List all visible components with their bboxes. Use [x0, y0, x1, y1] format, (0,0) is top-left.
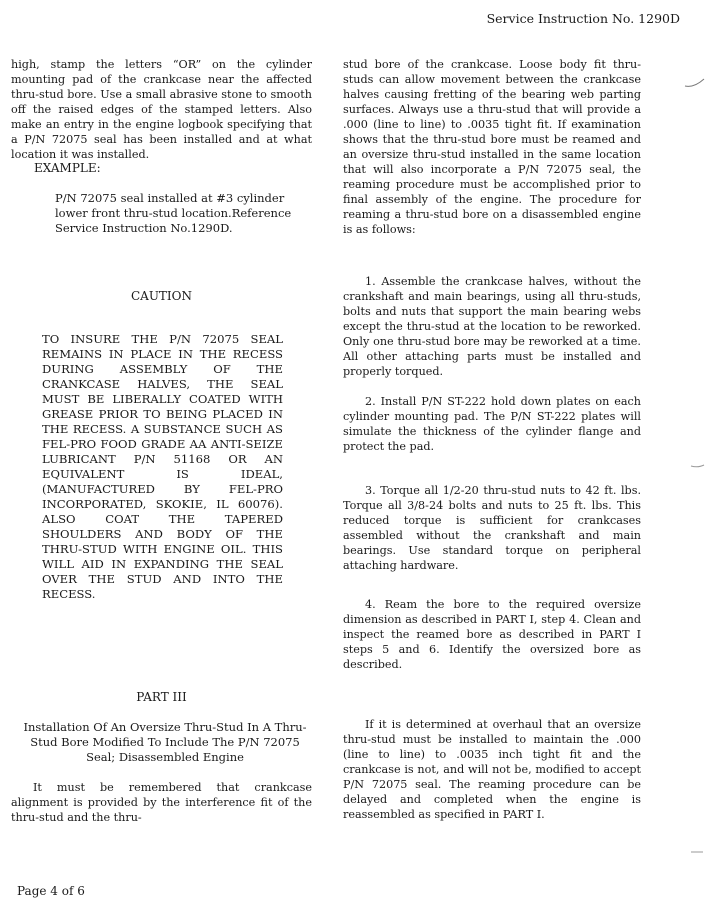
page-number: Page 4 of 6: [17, 884, 85, 898]
step-4-paragraph: 4. Ream the bore to the required oversize dimension as described in PART I, step 4. Clean and inspect the reamed bore as described in PART I steps 5 and 6. Identify the oversized bore as described.: [343, 598, 641, 671]
service-instruction-header: Service Instruction No. 1290D: [486, 11, 680, 26]
margin-scan-mark: [684, 76, 706, 90]
margin-scan-mark: [690, 848, 706, 856]
example-heading: EXAMPLE:: [34, 161, 101, 175]
part-iii-subheading: Installation Of An Oversize Thru-Stud In A Thru-Stud Bore Modified To Include The P/N 72075 Seal; Disassembled Engine: [23, 720, 307, 764]
step-3-paragraph: 3. Torque all 1/2-20 thru-stud nuts to 42 ft. lbs. Torque all 3/8-24 bolts and nuts to 25 ft. lbs. This reduced torque is sufficient for crankcases assembled without the crankshaft and main bearings. Use standard torque on peripheral attaching hardware.: [343, 484, 641, 572]
example-body: P/N 72075 seal installed at #3 cylinder lower front thru-stud location.Reference Service Instruction No.1290D.: [55, 191, 292, 235]
step-1-paragraph: 1. Assemble the crankcase halves, without the crankshaft and main bearings, using all thru-studs, bolts and nuts that support the main bearing webs except the thru-stud at the location to be reworked. Only one thru-stud bore may be reworked at a time. All other attaching parts must be installed and properly torqued.: [343, 275, 641, 378]
left-intro-paragraph: high, stamp the letters “OR” on the cylinder mounting pad of the crankcase near the affected thru-stud bore. Use a small abrasive stone to smooth off the raised edges of the stamped letters. Also make an entry in the engine logbook specifying that a P/N 72075 seal has been installed and at what location it was installed.: [11, 58, 312, 161]
part-iii-heading: PART III: [136, 690, 187, 704]
closing-paragraph: If it is determined at overhaul that an oversize thru-stud must be installed to maintain the .000 (line to line) to .0035 inch tight fit and the crankcase is not, and will not be, modified to accept P/N 72075 seal. The reaming procedure can be delayed and completed when the engine is reassembled as specified in PART I.: [343, 718, 641, 821]
margin-scan-mark: [690, 462, 706, 470]
caution-body: TO INSURE THE P/N 72075 SEAL REMAINS IN PLACE IN THE RECESS DURING ASSEMBLY OF THE CRANKCASE HALVES, THE SEAL MUST BE LIBERALLY COATED WITH GREASE PRIOR TO BEING PLACED IN THE RECESS. A SUBSTANCE SUCH AS FEL-PRO FOOD GRADE AA ANTI-SEIZE LUBRICANT P/N 51168 OR AN EQUIVALENT IS IDEAL, (MANUFACTURED BY FEL-PRO INCORPORATED, SKOKIE, IL 60076). ALSO COAT THE TAPERED SHOULDERS AND BODY OF THE THRU-STUD WITH ENGINE OIL. THIS WILL AID IN EXPANDING THE SEAL OVER THE STUD AND INTO THE RECESS.: [42, 331, 283, 601]
part-iii-paragraph: It must be remembered that crankcase alignment is provided by the interference fit of the thru-stud and the thru-: [11, 781, 312, 824]
caution-heading: CAUTION: [130, 289, 193, 303]
right-intro-paragraph: stud bore of the crankcase. Loose body fit thru-studs can allow movement between the crankcase halves causing fretting of the bearing web parting surfaces. Always use a thru-stud that will provide a .000 (line to line) to .0035 tight fit. If examination shows that the thru-stud bore must be reamed and an oversize thru-stud installed in the same location that will also incorporate a P/N 72075 seal, the reaming procedure must be accomplished prior to final assembly of the engine. The procedure for reaming a thru-stud bore on a disassembled engine is as follows:: [343, 58, 641, 236]
step-2-paragraph: 2. Install P/N ST-222 hold down plates on each cylinder mounting pad. The P/N ST-222 plates will simulate the thickness of the cylinder flange and protect the pad.: [343, 395, 641, 453]
